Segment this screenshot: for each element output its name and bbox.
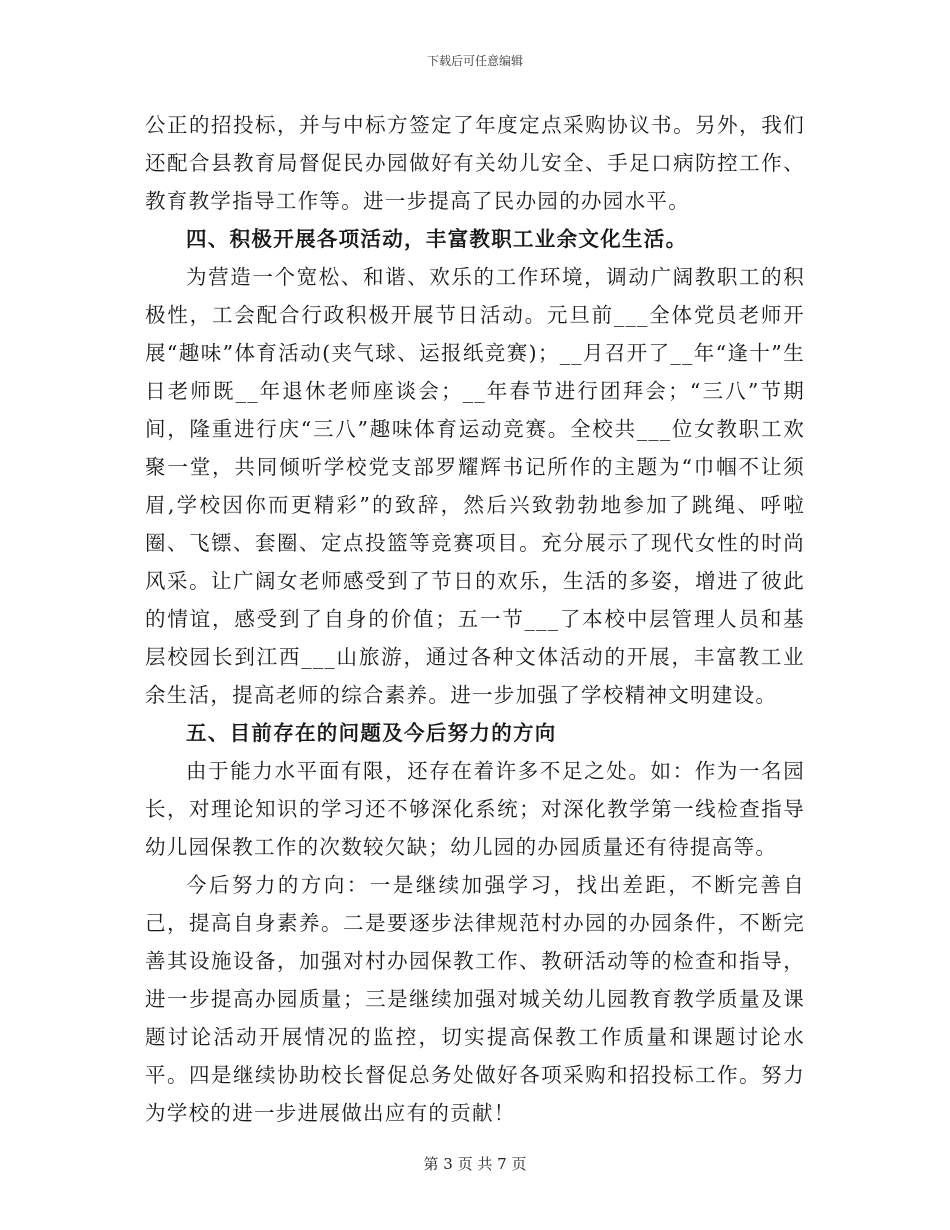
section-heading-5: 五、目前存在的问题及今后努力的方向 — [186, 721, 557, 745]
page-number: 第 3 页 共 7 页 — [423, 1155, 527, 1173]
paragraph-future-direction: 今后努力的方向：一是继续加强学习，找出差距，不断完善自己，提高自身素养。二是要逐步法律规范村办园的办园条件，不断完善其设施设备，加强对村办园保教工作、教研活动等的检查和指导，进一步提高办园质量；三是继续加强对城关幼儿园教育教学质量及课题讨论活动开展情况的监控，切实提高保教工作质量和课题讨论水平。四是继续协助校长督促总务处做好各项采购和招投标工作。努力为学校的进一步进展做出应有的贡献！ — [145, 873, 805, 1125]
section-heading-4: 四、积极开展各项活动，丰富教职工业余文化生活。 — [186, 227, 688, 251]
page-header: 下载后可任意编辑 — [426, 54, 523, 68]
document-body — [145, 106, 805, 1132]
paragraph-continuation: 公正的招投标，并与中标方签定了年度定点采购协议书。另外，我们还配合县教育局督促民办园做好有关幼儿安全、手足口病防控工作、教育教学指导工作等。进一步提高了民办园的办园水平。 — [145, 113, 805, 213]
paragraph-activities: 为营造一个宽松、和谐、欢乐的工作环境，调动广阔教职工的积极性，工会配合行政积极开展节日活动。元旦前___全体党员老师开展“趣味”体育活动(夹气球、运报纸竞赛)；__月召开了__年“逢十”生日老师既__年退休老师座谈会；__年春节进行团拜会；“三八”节期间，隆重进行庆“三八”趣味体育运动竞赛。全校共___位女教职工欢聚一堂，共同倾听学校党支部罗耀辉书记所作的主题为“巾帼不让须眉,学校因你而更精彩”的致辞，然后兴致勃勃地参加了跳绳、呼啦圈、飞镖、套圈、定点投篮等竞赛项目。充分展示了现代女性的时尚风采。让广阔女老师感受到了节日的欢乐，生活的多姿，增进了彼此的情谊，感受到了自身的价值；五一节___了本校中层管理人员和基层校园长到江西___山旅游，通过各种文体活动的开展，丰富教工业余生活，提高老师的综合素养。进一步加强了学校精神文明建设。 — [145, 265, 805, 707]
paragraph-problems: 由于能力水平面有限，还存在着许多不足之处。如：作为一名园长，对理论知识的学习还不够深化系统；对深化教学第一线检查指导幼儿园保教工作的次数较欠缺；幼儿园的办园质量还有待提高等。 — [145, 759, 805, 859]
